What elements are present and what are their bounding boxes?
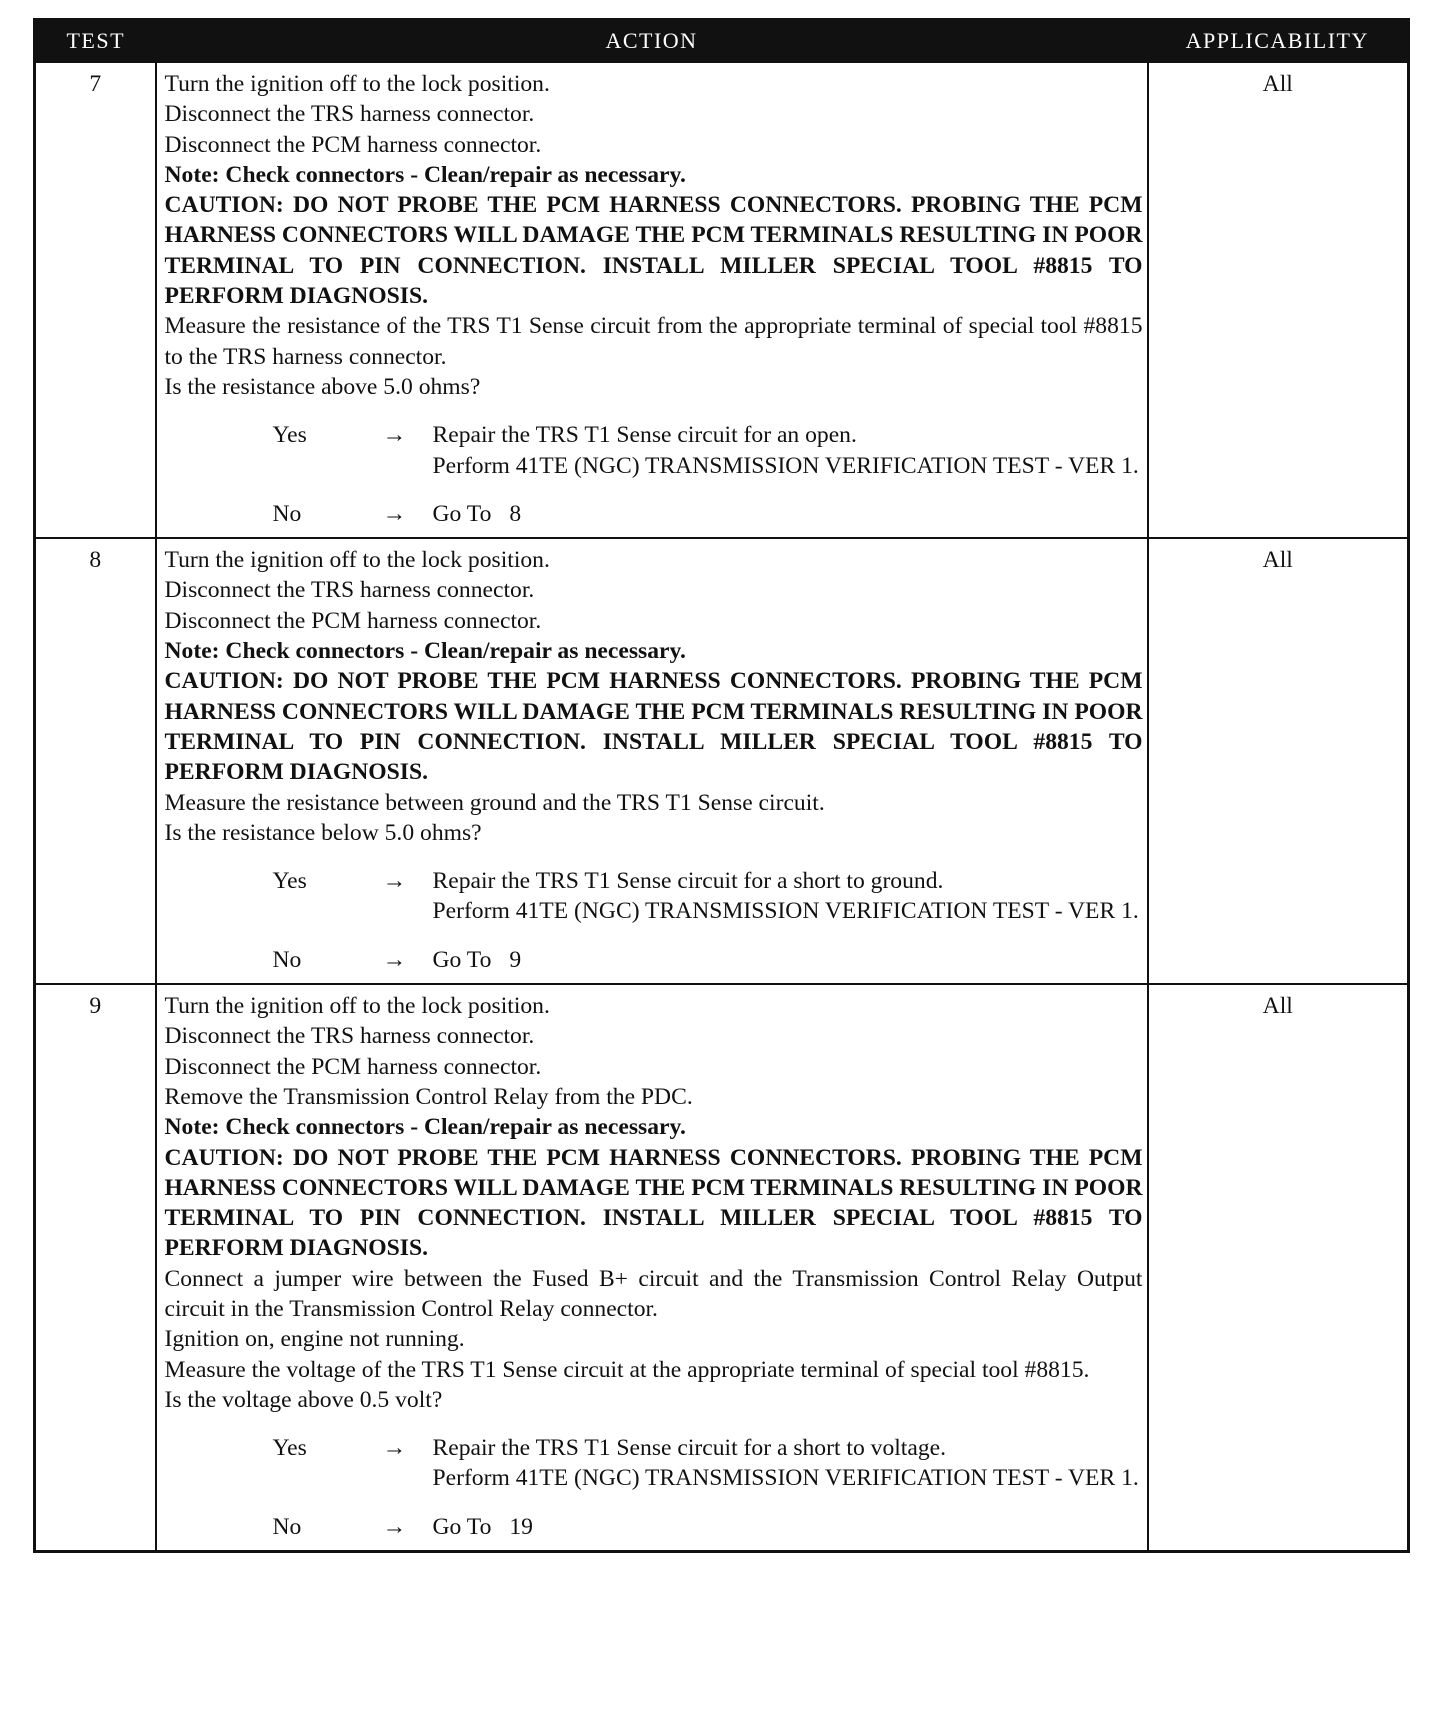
step-text: Disconnect the TRS harness connector. [164, 101, 535, 128]
step-text: Disconnect the PCM harness connector. [164, 1053, 542, 1080]
action-cell [156, 984, 1148, 1552]
no-label: No [272, 500, 302, 527]
verification-test: Perform 41TE (NGC) TRANSMISSION VERIFICATION TEST - VER 1. [432, 452, 1139, 479]
ignition-text: Ignition on, engine not running. [164, 1326, 465, 1353]
question-text: Is the resistance above 5.0 ohms? [164, 373, 481, 400]
no-branch [165, 499, 1143, 529]
yes-action: Repair the TRS T1 Sense circuit for a short to ground. [432, 868, 944, 895]
connect-text: Connect a jumper wire between the Fused B+ circuit and the Transmission Control Relay Output circuit in the Transmission Control Relay connector. [164, 1265, 1143, 1322]
table-row [35, 62, 1409, 538]
note-text: Note: Check connectors - Clean/repair as necessary. [164, 1114, 686, 1141]
step-text: Turn the ignition off to the lock position. [164, 547, 550, 574]
goto-test-link[interactable]: 19 [509, 1513, 533, 1540]
test-number: 8 [35, 538, 156, 984]
table-row [35, 984, 1409, 1552]
applicability-value: All [1148, 62, 1409, 538]
test-number: 7 [35, 62, 156, 538]
yes-branch [165, 420, 1143, 481]
measure-text: Measure the resistance of the TRS T1 Sense circuit from the appropriate terminal of special tool #8815 to the TRS harness connector. [164, 313, 1143, 370]
right-arrow-icon: → [382, 1513, 407, 1540]
right-arrow-icon: → [382, 1435, 407, 1462]
applicability-value: All [1148, 538, 1409, 984]
table-header [35, 20, 1409, 63]
note-text: Note: Check connectors - Clean/repair as necessary. [164, 161, 686, 188]
no-branch [165, 1512, 1143, 1542]
test-number: 9 [35, 984, 156, 1552]
step-text: Turn the ignition off to the lock position. [164, 71, 550, 97]
step-text: Disconnect the PCM harness connector. [164, 607, 542, 634]
verification-test: Perform 41TE (NGC) TRANSMISSION VERIFICATION TEST - VER 1. [432, 1465, 1139, 1492]
step-text: Disconnect the TRS harness connector. [164, 577, 535, 604]
verification-test: Perform 41TE (NGC) TRANSMISSION VERIFICATION TEST - VER 1. [432, 898, 1139, 925]
step-text: Disconnect the PCM harness connector. [164, 131, 542, 158]
goto-test-link[interactable]: 8 [509, 500, 522, 527]
right-arrow-icon: → [382, 500, 407, 527]
diagnostic-table [33, 18, 1410, 1553]
right-arrow-icon: → [382, 946, 407, 973]
yes-action: Repair the TRS T1 Sense circuit for a short to voltage. [432, 1435, 946, 1462]
right-arrow-icon: → [382, 868, 407, 895]
measure-text: Measure the voltage of the TRS T1 Sense circuit at the appropriate terminal of special tool #8815. [164, 1356, 1090, 1383]
yes-label: Yes [272, 1435, 307, 1462]
caution-text: CAUTION: DO NOT PROBE THE PCM HARNESS CONNECTORS. PROBING THE PCM HARNESS CONNECTORS WILL DAMAGE THE PCM TERMINALS RESULTING IN POOR TERMINAL TO PIN CONNECTION. INSTALL MILLER SPECIAL TOOL #8815 TO PERFORM DIAGNOSIS. [164, 1144, 1143, 1262]
no-branch [165, 945, 1143, 975]
diagnostic-page [33, 18, 1407, 1553]
applicability-value: All [1148, 984, 1409, 1552]
yes-branch [165, 1433, 1143, 1494]
caution-text: CAUTION: DO NOT PROBE THE PCM HARNESS CONNECTORS. PROBING THE PCM HARNESS CONNECTORS WILL DAMAGE THE PCM TERMINALS RESULTING IN POOR TERMINAL TO PIN CONNECTION. INSTALL MILLER SPECIAL TOOL #8815 TO PERFORM DIAGNOSIS. [164, 668, 1143, 786]
goto-label: Go To [432, 946, 492, 973]
measure-text: Measure the resistance between ground and the TRS T1 Sense circuit. [164, 789, 825, 816]
question-text: Is the voltage above 0.5 volt? [164, 1386, 443, 1413]
right-arrow-icon: → [382, 422, 407, 449]
yes-action: Repair the TRS T1 Sense circuit for an open. [432, 422, 857, 449]
header-test: TEST [35, 20, 156, 63]
action-cell [156, 538, 1148, 984]
step-text: Remove the Transmission Control Relay from the PDC. [164, 1083, 693, 1110]
yes-label: Yes [272, 868, 307, 895]
caution-text: CAUTION: DO NOT PROBE THE PCM HARNESS CONNECTORS. PROBING THE PCM HARNESS CONNECTORS WILL DAMAGE THE PCM TERMINALS RESULTING IN POOR TERMINAL TO PIN CONNECTION. INSTALL MILLER SPECIAL TOOL #8815 TO PERFORM DIAGNOSIS. [164, 192, 1143, 310]
no-label: No [272, 946, 302, 973]
step-text: Disconnect the TRS harness connector. [164, 1023, 535, 1050]
no-label: No [272, 1513, 302, 1540]
table-row [35, 538, 1409, 984]
goto-label: Go To [432, 500, 492, 527]
yes-label: Yes [272, 422, 307, 449]
action-cell [156, 62, 1148, 538]
yes-branch [165, 866, 1143, 927]
question-text: Is the resistance below 5.0 ohms? [164, 819, 482, 846]
header-applicability: APPLICABILITY [1148, 20, 1409, 63]
note-text: Note: Check connectors - Clean/repair as necessary. [164, 638, 686, 665]
goto-test-link[interactable]: 9 [509, 946, 522, 973]
header-action: ACTION [156, 20, 1148, 63]
step-text: Turn the ignition off to the lock position. [164, 993, 550, 1020]
goto-label: Go To [432, 1513, 492, 1540]
